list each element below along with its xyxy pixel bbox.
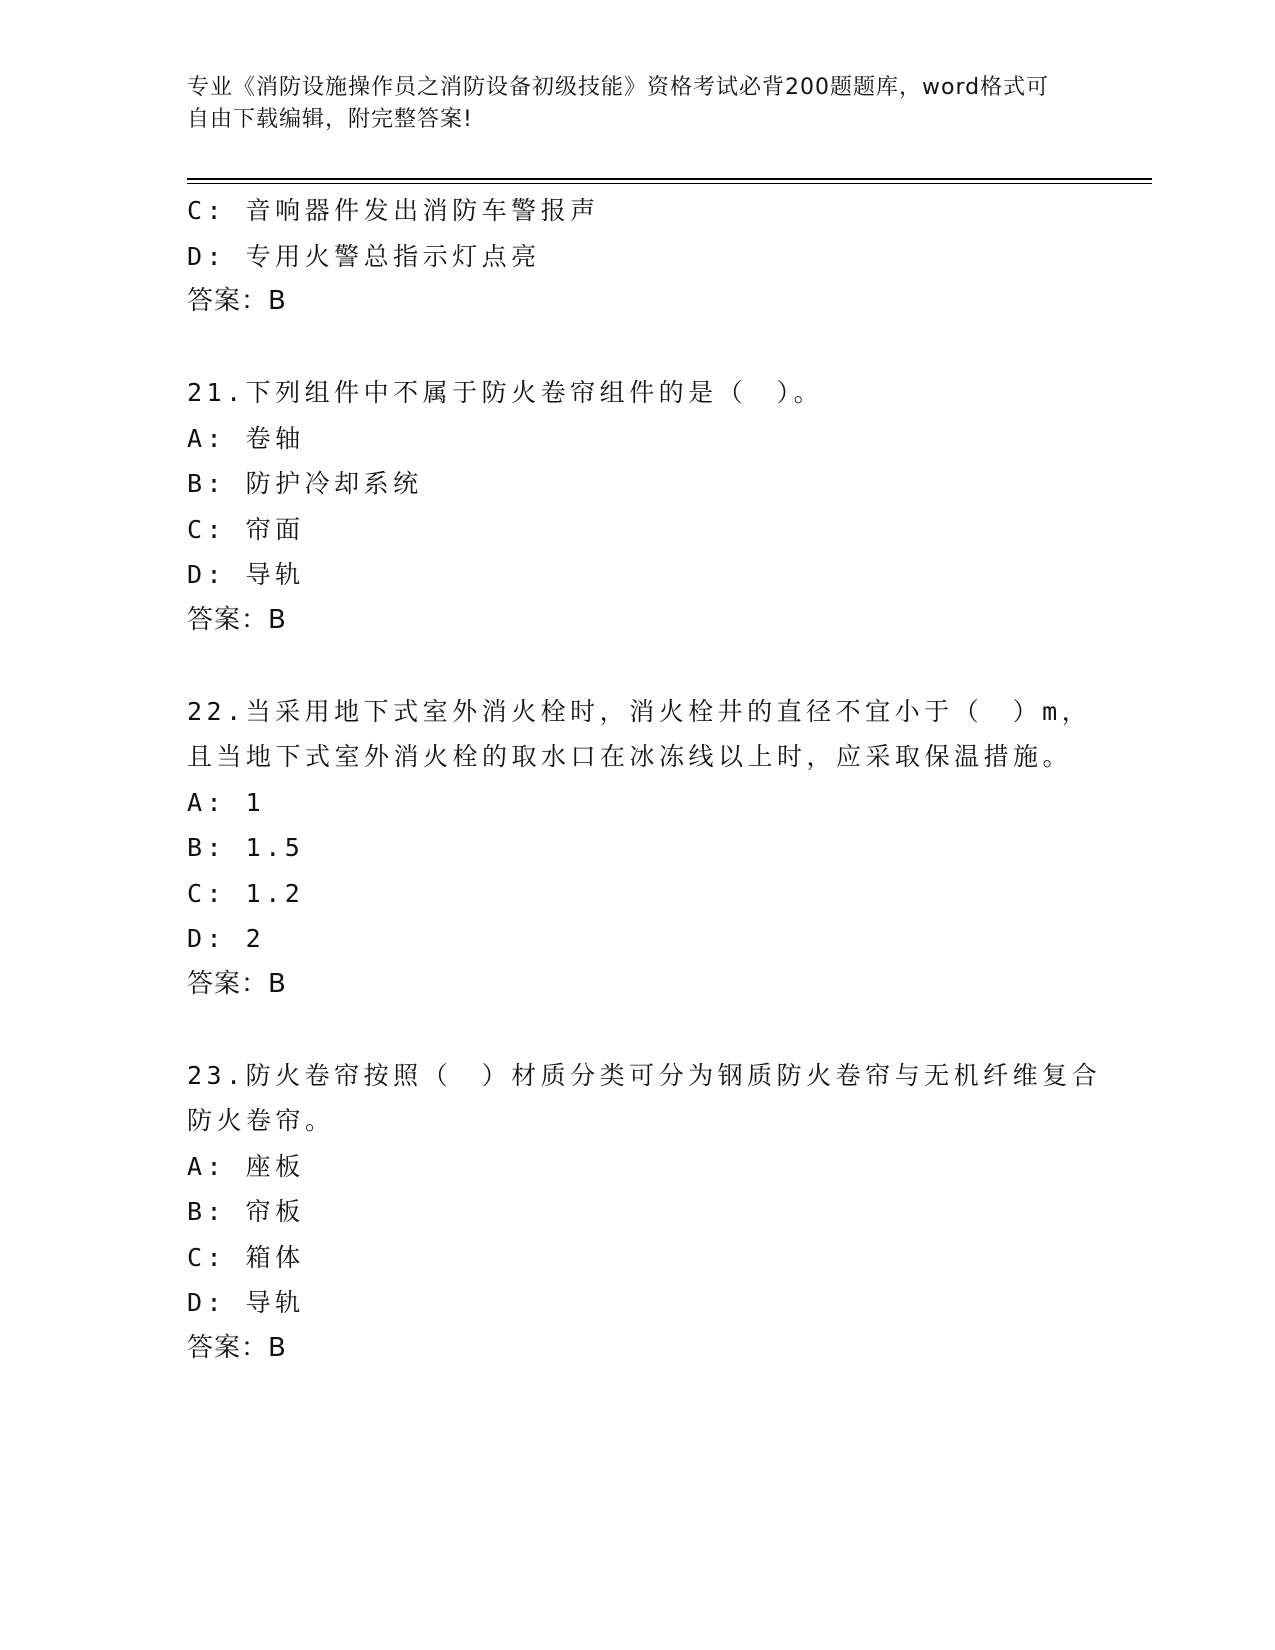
option-letter: B: [187,469,227,498]
spacer [187,325,1087,371]
question-stem: 23.防火卷帘按照（ ）材质分类可分为钢质防火卷帘与无机纤维复合 [187,1060,1102,1090]
option-text: 1 [245,787,266,817]
answer-line: 答案：B [187,1332,287,1363]
answer-line: 答案：B [187,286,287,316]
document-header: 专业《消防设施操作员之消防设备初级技能》资格考试必背200题题库，word格式可自由下载编辑，附完整答案! [187,75,1050,132]
option-line [187,1280,1087,1326]
option-letter: B: [187,833,227,862]
option-text: 1.2 [245,878,305,908]
option-line [187,234,1087,280]
option-letter: C: [187,1242,227,1272]
option-line [187,188,1087,234]
option-text: 导轨 [245,560,305,589]
spacer [187,643,1087,689]
option-letter: C: [187,196,227,225]
option-text: 卷轴 [245,423,305,453]
question-stem: 21.下列组件中不属于防火卷帘组件的是（ ）。 [187,378,824,407]
option-text: 帘板 [245,1197,305,1226]
option-text: 音响器件发出消防车警报声 [245,196,600,225]
header-rule-thin [187,183,1152,184]
option-line [187,416,1087,462]
option-letter: D: [187,241,227,271]
option-text: 2 [245,924,266,953]
option-letter: C: [187,878,227,908]
option-text: 1.5 [245,833,305,862]
answer-line: 答案：B [187,968,287,999]
option-line [187,461,1087,507]
option-line [187,780,1087,826]
question-stem: 且当地下式室外消火栓的取水口在冰冻线以上时，应采取保温措施。 [187,742,1073,771]
option-letter: D: [187,560,227,589]
option-letter: D: [187,1288,227,1317]
option-letter: D: [187,924,227,953]
option-text: 箱体 [245,1242,305,1272]
option-line [187,871,1087,917]
option-letter: A: [187,787,227,817]
option-line [187,1235,1087,1281]
option-line [187,552,1087,598]
option-letter: A: [187,1151,227,1181]
spacer [187,1007,1087,1053]
option-text: 导轨 [245,1288,305,1317]
option-line [187,1189,1087,1235]
option-line [187,916,1087,962]
option-text: 防护冷却系统 [245,469,423,498]
option-line [187,1144,1087,1190]
option-line [187,825,1087,871]
question-content [187,188,1102,1371]
option-text: 座板 [245,1151,305,1181]
header-rule-thick [187,178,1152,180]
option-letter: B: [187,1197,227,1226]
question-stem: 防火卷帘。 [187,1106,335,1135]
option-letter: A: [187,423,227,453]
option-letter: C: [187,514,227,544]
answer-line: 答案：B [187,604,287,635]
option-text: 帘面 [245,514,305,544]
option-text: 专用火警总指示灯点亮 [245,241,541,271]
option-line [187,507,1087,553]
question-stem: 22.当采用地下式室外消火栓时，消火栓井的直径不宜小于（ ）m， [187,696,1092,726]
